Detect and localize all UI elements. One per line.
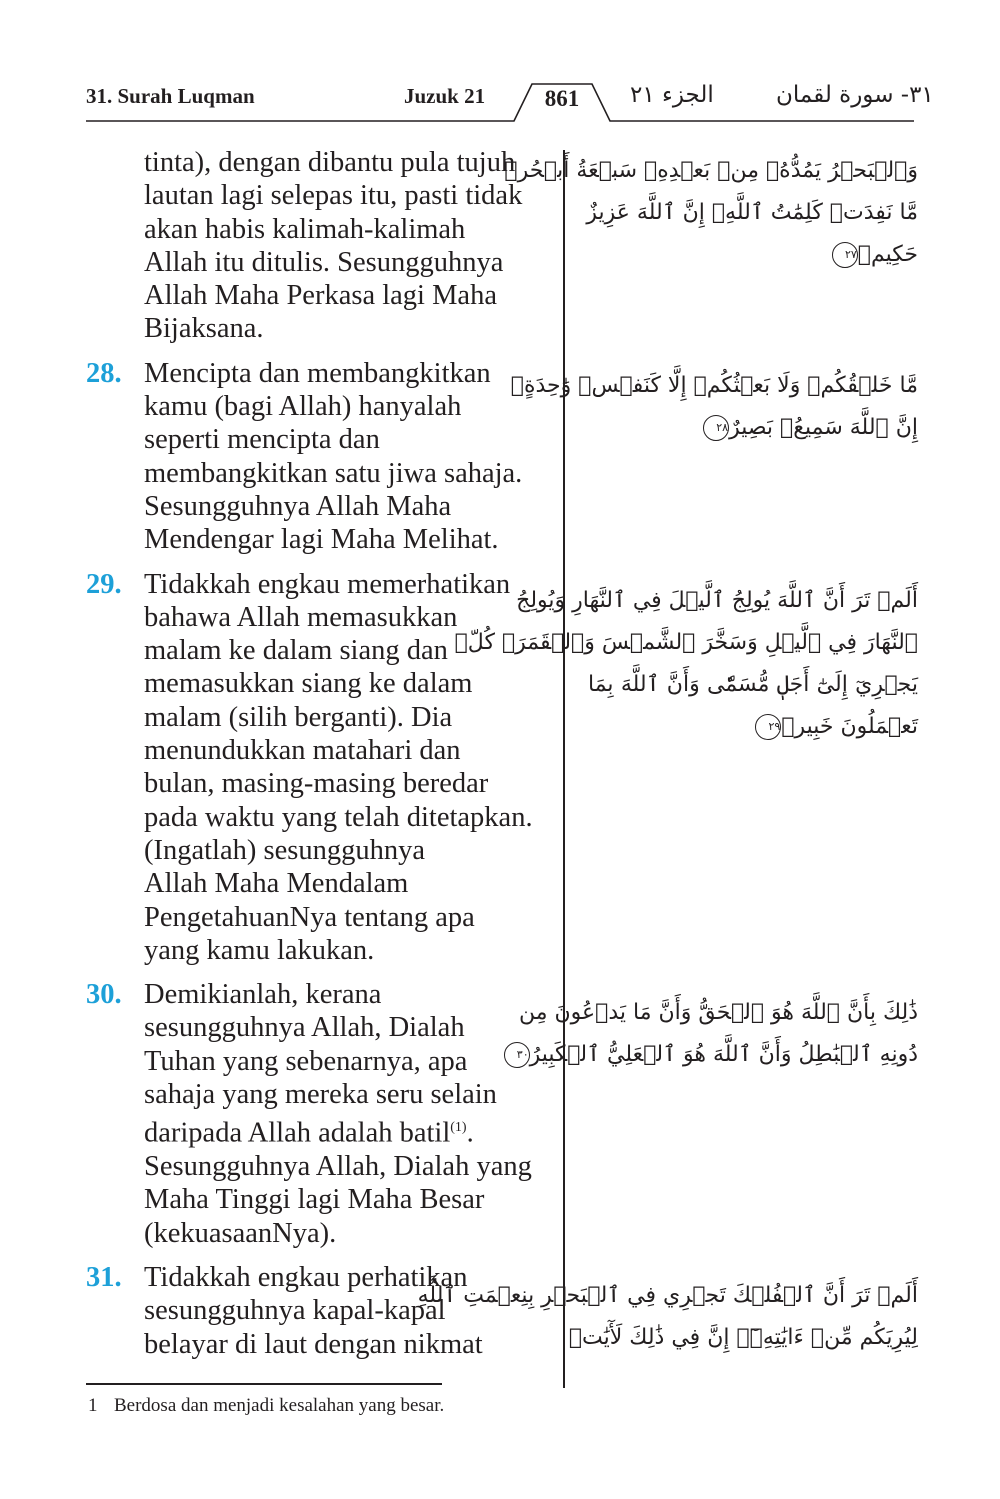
arabic-line-last xyxy=(588,234,918,276)
text-line: Allah Maha Mendalam xyxy=(144,868,409,900)
page-number: 861 xyxy=(544,86,580,111)
verse-end-marker-icon: ٣٠ xyxy=(504,1042,530,1068)
arabic-line-last xyxy=(516,1034,918,1076)
text-line: menundukkan matahari dan xyxy=(144,735,461,767)
text-line: membangkitkan satu jiwa sahaja. xyxy=(144,457,523,489)
arabic-line-last xyxy=(588,407,918,449)
arabic-line: وَٱلۡبَحۡرُ يَمُدُّهُۥ مِنۢ بَعۡدِهِۦ سَبۡعَةُ أَبۡحُرٖ xyxy=(504,158,918,183)
text-line: akan habis kalimah-kalimah xyxy=(144,213,466,245)
text-line: sahaja yang mereka seru selain xyxy=(144,1079,497,1111)
arabic-line-last xyxy=(588,706,918,748)
verse-end-marker-icon: ٢٨ xyxy=(703,415,729,441)
text-line: (kekuasaanNya). xyxy=(144,1217,337,1249)
text-line: bahawa Allah memasukkan xyxy=(144,601,458,633)
verse-end-marker-icon: ٢٩ xyxy=(755,714,781,740)
verse-number: 28. xyxy=(86,357,122,389)
text-line: Sesungguhnya Allah Maha xyxy=(144,490,452,522)
footnote-number: 1 xyxy=(88,1395,98,1416)
text-line: yang kamu lakukan. xyxy=(144,934,375,966)
arabic-line: لِيُرِيَكُم مِّنۡ ءَايَٰتِهِۦٓۚ إِنَّ فِي ذَٰلِكَ لَأٓيَٰتٖ xyxy=(568,1325,918,1350)
header-juzuk: Juzuk 21 xyxy=(404,84,486,108)
text-line: malam (silih berganti). Dia xyxy=(144,701,453,733)
arabic-line: أَلَمۡ تَرَ أَنَّ ٱللَّهَ يُولِجُ ٱلَّيۡلَ فِي ٱلنَّهَارِ وَيُولِجُ xyxy=(516,588,918,613)
arabic-text: إِنَّ ٱللَّهَ سَمِيعُۢ بَصِيرٌ xyxy=(729,415,918,440)
arabic-text: تَعۡمَلُونَ خَبِيرٞ xyxy=(781,714,918,739)
text-line: seperti mencipta dan xyxy=(144,424,380,456)
text-line: PengetahuanNya tentang apa xyxy=(144,901,475,933)
text-line: (Ingatlah) sesungguhnya xyxy=(144,834,425,866)
verse-30-translation xyxy=(86,978,566,1250)
text-line: malam ke dalam siang dan xyxy=(144,635,448,667)
header-surah-title: 31. Surah Luqman xyxy=(86,84,255,108)
text-line: tinta), dengan dibantu pula tujuh xyxy=(144,147,516,178)
text-line: Allah Maha Perkasa lagi Maha xyxy=(144,280,497,312)
text-line: Tidakkah engkau memerhatikan xyxy=(144,568,511,600)
arabic-line: أَلَمۡ تَرَ أَنَّ ٱلۡفُلۡكَ تَجۡرِي فِي ٱلۡبَحۡرِ بِنِعۡمَتِ ٱللَّهِ xyxy=(417,1283,918,1308)
text-line: Demikianlah, kerana xyxy=(144,979,382,1011)
header-surah-arabic: ٣١- سورة لقمان xyxy=(776,82,934,108)
arabic-line: مَّا خَلۡقُكُمۡ وَلَا بَعۡثُكُمۡ إِلَّا كَنَفۡسٖ وَٰحِدَةٍۚ xyxy=(510,373,918,398)
header-juzuk-arabic: الجزء ٢١ xyxy=(630,82,714,108)
text-line: lautan lagi selepas itu, pasti tidak xyxy=(144,180,523,212)
text-line: pada waktu yang telah ditetapkan. xyxy=(144,801,533,833)
text-line: Maha Tinggi lagi Maha Besar xyxy=(144,1184,485,1216)
verse-30-arabic xyxy=(516,992,918,1076)
verse-number: 29. xyxy=(86,568,122,600)
footnote-reference[interactable]: (1) xyxy=(450,1120,467,1136)
text-line: belayar di laut dengan nikmat xyxy=(144,1328,483,1360)
footnote xyxy=(88,1395,444,1417)
verse-28-arabic xyxy=(510,365,918,449)
footnote-text: Berdosa dan menjadi kesalahan yang besar. xyxy=(114,1395,445,1416)
text-line: kamu (bagi Allah) hanyalah xyxy=(144,391,462,423)
text-line: Mencipta dan membangkitkan xyxy=(144,357,491,389)
text-line: bulan, masing-masing beredar xyxy=(144,768,489,800)
arabic-line: ٱلنَّهَارَ فِي ٱلَّيۡلِ وَسَخَّرَ ٱلشَّمۡسَ وَٱلۡقَمَرَۖ كُلّٞ xyxy=(454,630,918,655)
text-segment: . xyxy=(466,1117,474,1149)
verse-29-arabic xyxy=(454,580,918,748)
translation-column xyxy=(86,146,566,1372)
verse-28-translation xyxy=(86,357,566,557)
arabic-text: دُونِهِ ٱلۡبَٰطِلُ وَأَنَّ ٱللَّهَ هُوَ ٱلۡعَلِيُّ ٱلۡكَبِيرُ xyxy=(529,1042,918,1067)
text-line-with-footnote xyxy=(144,1111,566,1150)
text-line: Allah itu ditulis. Sesungguhnya xyxy=(144,246,504,278)
arabic-line: ذَٰلِكَ بِأَنَّ ٱللَّهَ هُوَ ٱلۡحَقُّ وَأَنَّ مَا يَدۡعُونَ مِن xyxy=(518,1000,918,1025)
verse-31-arabic xyxy=(417,1275,918,1359)
verse-number: 31. xyxy=(86,1262,122,1293)
text-line: Bijaksana. xyxy=(144,313,264,345)
verse-number: 30. xyxy=(86,979,122,1011)
header-rule xyxy=(0,0,1000,140)
text-segment: daripada Allah adalah batil xyxy=(144,1117,451,1149)
text-line: Mendengar lagi Maha Melihat. xyxy=(144,524,499,556)
text-line: Tidakkah engkau perhatikan xyxy=(144,1262,468,1293)
text-line: sesungguhnya Allah, Dialah xyxy=(144,1012,465,1044)
verse-end-marker-icon: ٢٧ xyxy=(832,242,858,268)
text-line: memasukkan siang ke dalam xyxy=(144,668,473,700)
arabic-text: حَكِيمٞ xyxy=(857,242,918,267)
arabic-line: يَجۡرِيٓ إِلَىٰٓ أَجَلٖ مُّسَمّٗى وَأَنَّ ٱللَّهَ بِمَا xyxy=(588,672,918,697)
text-line: Tuhan yang sebenarnya, apa xyxy=(144,1045,468,1077)
verse-27-arabic xyxy=(504,150,918,276)
text-line: sesungguhnya kapal-kapal xyxy=(144,1295,446,1327)
text-line: Sesungguhnya Allah, Dialah yang xyxy=(144,1151,532,1183)
arabic-line: مَّا نَفِدَتۡ كَلِمَٰتُ ٱللَّهِۚ إِنَّ ٱللَّهَ عَزِيزٌ xyxy=(586,200,918,225)
verse-27-translation xyxy=(86,146,566,346)
footnote-divider xyxy=(86,1383,442,1385)
